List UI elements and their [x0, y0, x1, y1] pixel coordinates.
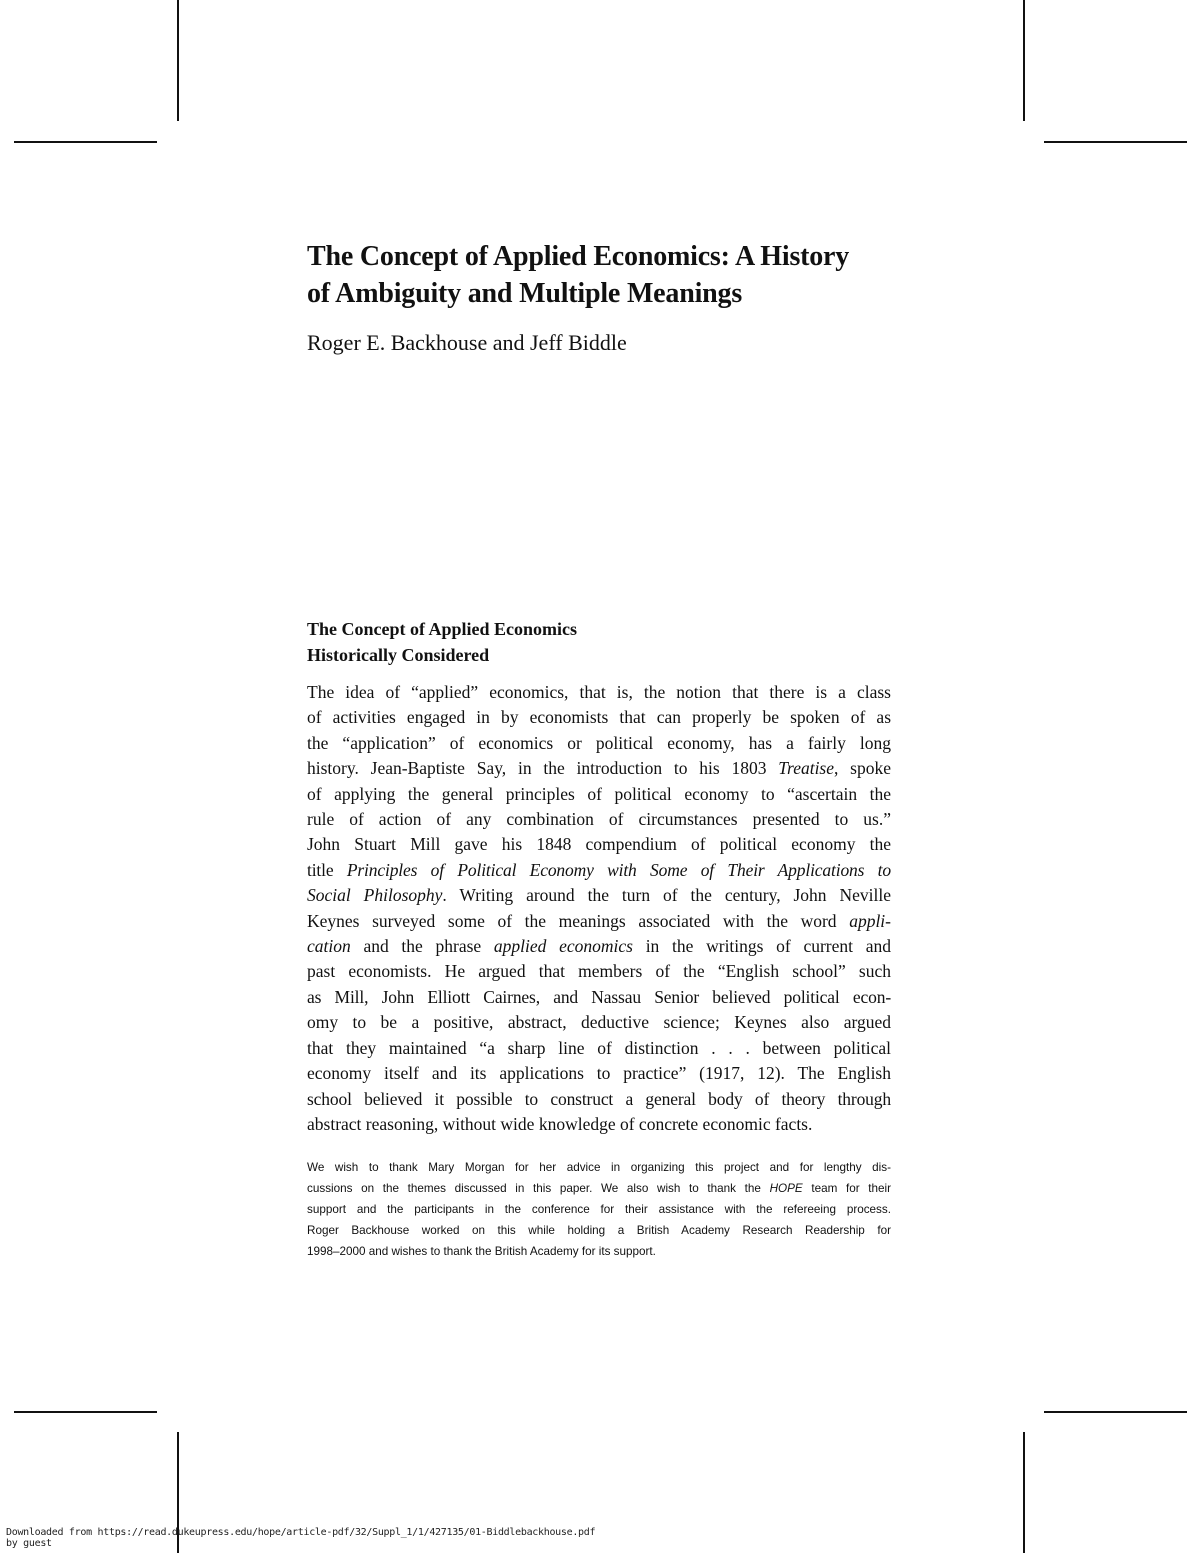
- body-text-run: , spoke: [834, 758, 892, 779]
- body-line: rule of action of any combination of circumstances presented to us.”: [307, 809, 891, 830]
- body-line: of applying the general principles of political economy to “ascertain the: [307, 783, 891, 804]
- crop-mark-top-left-vertical: [177, 0, 179, 121]
- italic-work-title: Principles of Political Economy with Some of Their Applications to: [346, 859, 891, 880]
- body-text-run: Keynes surveyed some of the meanings associated with the word: [307, 910, 850, 931]
- body-line: [307, 909, 891, 934]
- footnote-line: [307, 1178, 891, 1199]
- body-line: [307, 756, 891, 781]
- italic-term: appli-: [849, 910, 891, 931]
- footnote-line: We wish to thank Mary Morgan for her advice in organizing this project and for lengthy dis-: [307, 1161, 891, 1174]
- body-line: [307, 934, 891, 959]
- crop-mark-top-left-horizontal: [14, 141, 157, 143]
- section-heading: [307, 616, 577, 668]
- body-paragraph: [307, 680, 891, 1137]
- body-line: the “application” of economics or political economy, has a fairly long: [307, 732, 891, 753]
- body-line: economy itself and its applications to practice” (1917, 12). The English: [307, 1063, 891, 1084]
- body-text-run: and the phrase: [350, 936, 494, 957]
- body-line: abstract reasoning, without wide knowledge of concrete economic facts.: [307, 1113, 813, 1134]
- download-guest-line: by guest: [6, 1538, 52, 1549]
- italic-journal-name: HOPE: [769, 1182, 803, 1195]
- download-url-line: Downloaded from https://read.dukeupress.edu/hope/article-pdf/32/Suppl_1/1/427135/01-Biddlebackhouse.pdf: [6, 1527, 596, 1538]
- section-heading-line-2: Historically Considered: [307, 645, 490, 665]
- footnote-text-run: team for their: [802, 1182, 891, 1195]
- italic-term: applied economics: [493, 936, 633, 957]
- body-text-run: title: [307, 859, 347, 880]
- body-line: school believed it possible to construct a general body of theory through: [307, 1088, 891, 1109]
- body-text-run: in the writings of current and: [632, 936, 891, 957]
- article-authors: Roger E. Backhouse and Jeff Biddle: [307, 330, 627, 355]
- body-line: past economists. He argued that members of the “English school” such: [307, 961, 891, 982]
- body-line: John Stuart Mill gave his 1848 compendium of political economy the: [307, 834, 891, 855]
- italic-work-title: Social Philosophy: [307, 885, 443, 906]
- italic-term: cation: [307, 936, 351, 957]
- acknowledgment-footnote: [307, 1157, 891, 1262]
- article-title-line-1: The Concept of Applied Economics: A History: [307, 241, 850, 272]
- body-line: [307, 858, 891, 883]
- crop-mark-bottom-left-horizontal: [14, 1411, 157, 1413]
- download-watermark: [6, 1527, 595, 1549]
- crop-mark-bottom-right-horizontal: [1044, 1411, 1187, 1413]
- crop-mark-top-right-horizontal: [1044, 141, 1187, 143]
- footnote-line: support and the participants in the conference for their assistance with the refereeing process.: [307, 1203, 891, 1216]
- body-line: omy to be a positive, abstract, deductive science; Keynes also argued: [307, 1012, 891, 1033]
- body-line: that they maintained “a sharp line of distinction . . . between political: [307, 1037, 891, 1058]
- body-text-run: history. Jean-Baptiste Say, in the introduction to his 1803: [307, 758, 779, 779]
- article-title: [307, 238, 907, 312]
- body-text-run: . Writing around the turn of the century, John Neville: [442, 885, 891, 906]
- footnote-line: Roger Backhouse worked on this while holding a British Academy Research Readership for: [307, 1224, 891, 1237]
- body-line: [307, 883, 891, 908]
- section-heading-line-1: The Concept of Applied Economics: [307, 619, 578, 639]
- crop-mark-bottom-right-vertical: [1023, 1432, 1025, 1553]
- crop-mark-top-right-vertical: [1023, 0, 1025, 121]
- body-line: as Mill, John Elliott Cairnes, and Nassau Senior believed political econ-: [307, 986, 891, 1007]
- italic-work-title: Treatise: [778, 758, 835, 779]
- body-line: of activities engaged in by economists that can properly be spoken of as: [307, 707, 891, 728]
- footnote-text-run: cussions on the themes discussed in this paper. We also wish to thank the: [307, 1182, 770, 1195]
- article-title-line-2: of Ambiguity and Multiple Meanings: [307, 278, 743, 309]
- body-line: The idea of “applied” economics, that is, the notion that there is a class: [307, 682, 891, 702]
- footnote-line: 1998–2000 and wishes to thank the British Academy for its support.: [307, 1245, 656, 1258]
